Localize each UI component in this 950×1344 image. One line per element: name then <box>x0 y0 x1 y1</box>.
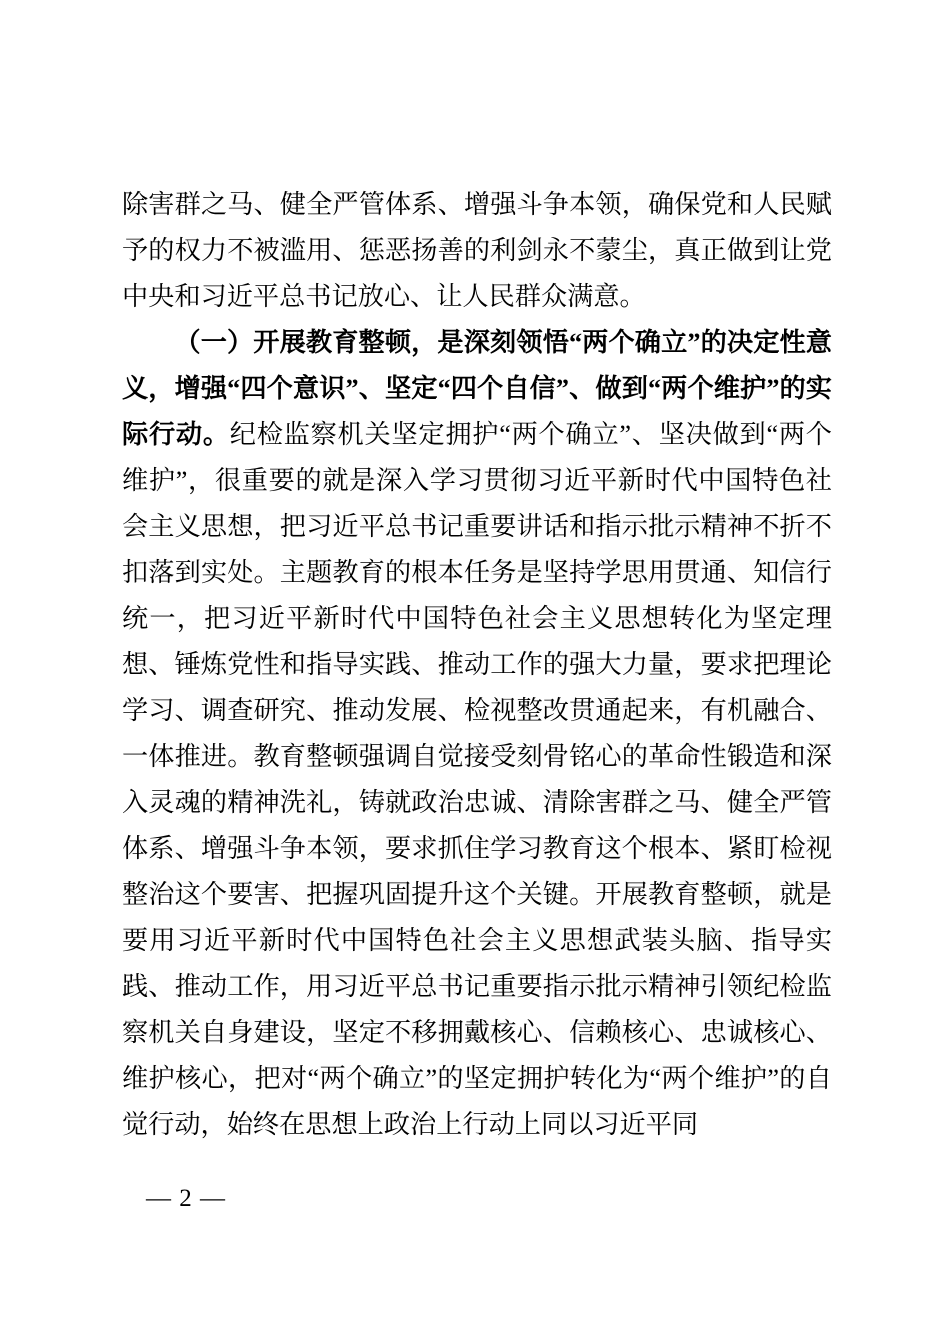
paragraph-lead-bold-text: （一）开展教育整顿，是深刻领悟“两个确立”的决定性意义，增强“四个意识”、坚定“四个自信”、做到“两个维护”的实际行动。 <box>122 328 832 449</box>
paragraph-text: 除害群之马、健全严管体系、增强斗争本领，确保党和人民赋予的权力不被滥用、惩恶扬善的利剑永不蒙尘，真正做到让党中央和习近平总书记放心、让人民群众满意。 <box>122 190 832 311</box>
body-paragraph-section-one <box>122 320 832 1148</box>
body-paragraph-continuation <box>122 182 832 320</box>
paragraph-text: 纪检监察机关坚定拥护“两个确立”、坚决做到“两个维护”，很重要的就是深入学习贯彻习近平新时代中国特色社会主义思想，把习近平总书记重要讲话和指示批示精神不折不扣落到实处。主题教育的根本任务是坚持学思用贯通、知信行统一，把习近平新时代中国特色社会主义思想转化为坚定理想、锤炼党性和指导实践、推动工作的强大力量，要求把理论学习、调查研究、推动发展、检视整改贯通起来，有机融合、一体推进。教育整顿强调自觉接受刻骨铭心的革命性锻造和深入灵魂的精神洗礼，铸就政治忠诚、清除害群之马、健全严管体系、增强斗争本领，要求抓住学习教育这个根本、紧盯检视整治这个要害、把握巩固提升这个关键。开展教育整顿，就是要用习近平新时代中国特色社会主义思想武装头脑、指导实践、推动工作，用习近平总书记重要指示批示精神引领纪检监察机关自身建设，坚定不移拥戴核心、信赖核心、忠诚核心、维护核心，把对“两个确立”的坚定拥护转化为“两个维护”的自觉行动，始终在思想上政治上行动上同以习近平同 <box>122 420 832 1139</box>
document-body <box>122 182 832 1148</box>
page-number: — 2 — <box>146 1185 226 1212</box>
